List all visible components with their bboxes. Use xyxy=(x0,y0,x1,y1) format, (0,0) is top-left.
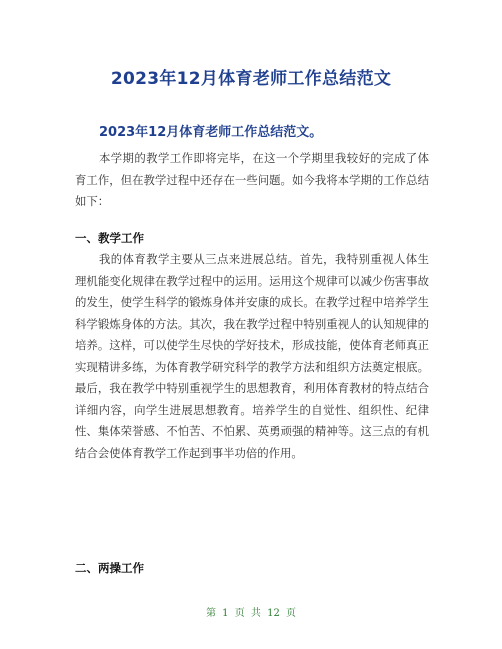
section-heading-exercises: 二、两操工作 xyxy=(75,561,144,575)
intro-paragraph: 本学期的教学工作即将完毕，在这一个学期里我较好的完成了体育工作，但在教学过程中还存在一些问题。如今我将本学期的工作总结如下： xyxy=(75,151,429,208)
section-heading-teaching: 一、教学工作 xyxy=(75,231,144,245)
page-number-footer: 第 1 页 共 12 页 xyxy=(206,608,296,619)
document-subtitle: 2023年12月体育老师工作总结范文。 xyxy=(99,125,323,140)
document-title: 2023年12月体育老师工作总结范文 xyxy=(110,69,392,89)
section-paragraph-teaching: 我的体育教学主要从三点来进展总结。首先，我特别重视人体生理机能变化规律在教学过程中的运用。运用这个规律可以减少伤害事故的发生，使学生科学的锻炼身体并安康的成长。在教学过程中培养学生科学锻炼身体的方法。其次，我在教学过程中特别重视人的认知规律的培养。这样，可以使学生尽快的学好技术，形成技能，使体育老师真正实现精讲多练，为体育教学研究科学的教学方法和组织方法奠定根底。最后，我在教学中特别重视学生的思想教育，利用体育教材的特点结合详细内容，向学生进展思想教育。培养学生的自觉性、组织性、纪律性、集体荣誉感、不怕苦、不怕累、英勇顽强的精神等。这三点的有机结合会使体育教学工作起到事半功倍的作用。 xyxy=(75,252,429,460)
